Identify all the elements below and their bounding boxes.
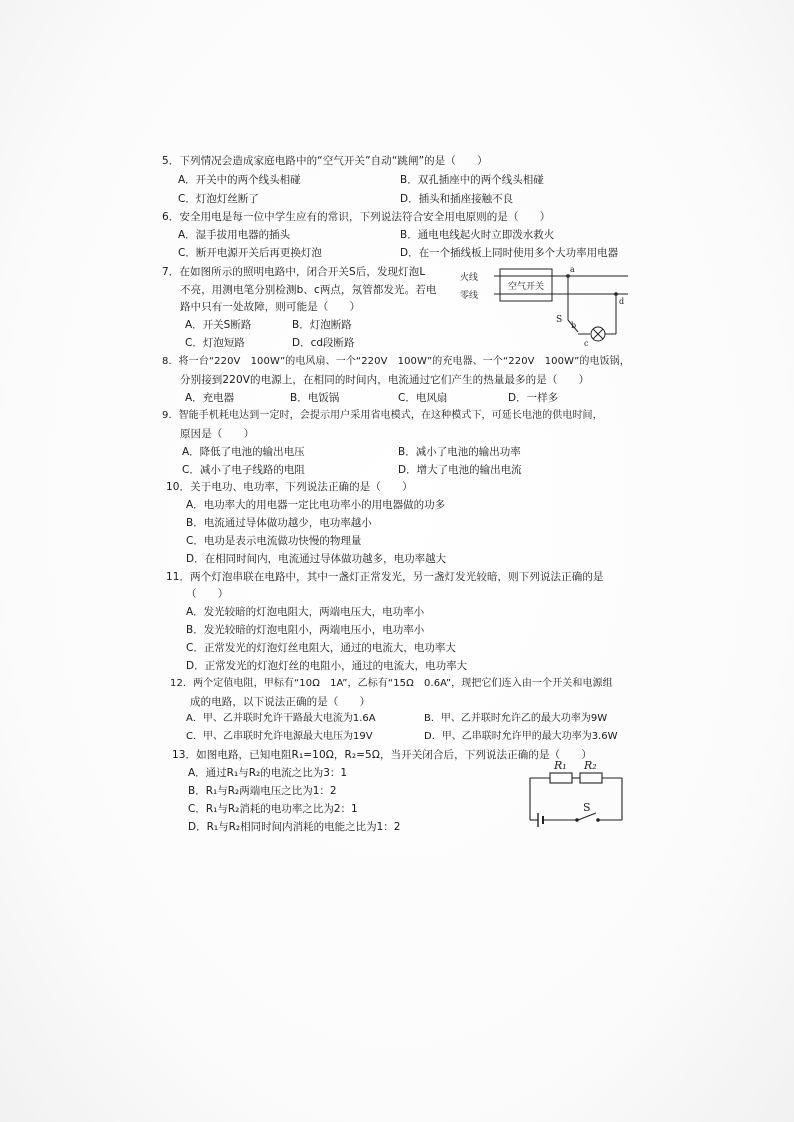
option-d: D．cd段断路 [292, 337, 355, 349]
option-d: D．R₁与R₂相同时间内消耗的电能之比为1：2 [188, 821, 401, 833]
switch-s-label: S [583, 801, 591, 814]
r1-label: R₁ [554, 759, 567, 772]
question-stem: 6．安全用电是每一位中学生应有的常识，下列说法符合安全用电原则的是（ ） [162, 211, 551, 223]
option-c: C．断开电源开关后再更换灯泡 [178, 247, 322, 259]
option-a: A．发光较暗的灯泡电阻大，两端电压大，电功率小 [186, 606, 425, 618]
option-a: A．充电器 [185, 392, 235, 404]
option-d: D．在一个插线板上同时使用多个大功率用电器 [400, 247, 619, 259]
option-a: A．甲、乙并联时允许干路最大电流为1.6A [186, 713, 376, 724]
question-stem-line-2: 原因是（ ） [180, 428, 255, 440]
neutral-wire-label: 零线 [460, 291, 479, 301]
option-a: A．电功率大的用电器一定比电功率小的用电器做的功多 [186, 499, 446, 511]
option-c: C．减小了电子线路的电阻 [182, 464, 305, 476]
option-d: D．在相同时间内，电流通过导体做功越多，电功率越大 [186, 553, 447, 565]
question-stem: 13．如图电路，已知电阻R₁=10Ω，R₂=5Ω，当开关闭合后，下列说法正确的是（ ） [172, 749, 592, 761]
lighting-circuit-figure [458, 262, 638, 362]
question-stem-line-2: 成的电路，以下说法正确的是（ ） [190, 696, 371, 708]
question-stem-line-1: 9．智能手机耗电达到一定时，会提示用户采用省电模式，在这种模式下，可延长电池的供电时间， [162, 410, 603, 421]
question-stem-line-2: 分别接到220V的电源上，在相同的时间内，电流通过它们产生的热量最多的是（ ） [180, 374, 590, 386]
live-wire-label: 火线 [460, 273, 479, 283]
option-c: C．电功是表示电流做功快慢的物理量 [186, 535, 362, 547]
point-a-label: a [570, 265, 575, 274]
air-switch-label: 空气开关 [508, 282, 545, 292]
option-a: A．开关S断路 [185, 319, 252, 331]
question-stem-line-1: 11．两个灯泡串联在电路中，其中一盏灯正常发光，另一盏灯发光较暗，则下列说法正确的是 [166, 571, 604, 583]
question-stem-line-1: 12．两个定值电阻，甲标有“10Ω 1A”，乙标有“15Ω 0.6A”，现把它们连入由一个开关和电源组 [170, 678, 613, 689]
option-a: A．降低了电池的输出电压 [182, 446, 305, 458]
option-c: C．R₁与R₂消耗的电功率之比为2：1 [188, 803, 358, 815]
option-a: A．通过R₁与R₂的电流之比为3：1 [188, 767, 348, 779]
option-b: B．电流通过导体做功越少，电功率越小 [186, 517, 372, 529]
option-c: C．灯泡灯丝断了 [178, 193, 259, 205]
point-c-label: c [584, 339, 589, 348]
option-c: C．灯泡短路 [185, 337, 245, 349]
option-d: D．甲、乙串联时允许甲的最大功率为3.6W [424, 731, 618, 742]
question-stem-line-3: 路中只有一处故障，则可能是（ ） [180, 301, 361, 313]
option-d: D．正常发光的灯泡灯丝的电阻小，通过的电流大，电功率大 [186, 660, 468, 672]
option-b: B．灯泡断路 [292, 319, 352, 331]
option-d: D．增大了电池的输出电流 [398, 464, 522, 476]
question-stem-line-1: 8．将一台“220V 100W”的电风扇、一个“220V 100W”的充电器、一个“220V 100W”的电饭锅， [162, 356, 630, 367]
point-b-label: b [571, 321, 577, 330]
option-d: D．插头和插座接触不良 [400, 193, 514, 205]
question-stem: 5．下列情况会造成家庭电路中的“空气开关”自动“跳闸”的是（ ） [162, 155, 488, 167]
question-stem: 10．关于电功、电功率，下列说法正确的是（ ） [166, 481, 413, 493]
option-b: B．通电电线起火时立即泼水救火 [400, 229, 555, 241]
option-a: A．湿手拔用电器的插头 [178, 229, 291, 241]
question-stem-line-2: 不亮，用测电笔分别检测b、c两点，氖管都发光。若电 [180, 284, 437, 296]
option-b: B．R₁与R₂两端电压之比为1：2 [188, 785, 337, 797]
option-b: B．双孔插座中的两个线头相碰 [400, 174, 544, 186]
option-b: B．甲、乙并联时允许乙的最大功率为9W [424, 713, 608, 724]
option-b: B．发光较暗的灯泡电阻小，两端电压小，电功率小 [186, 624, 425, 636]
option-b: B．电饭锅 [290, 392, 340, 404]
r2-label: R₂ [584, 759, 597, 772]
option-b: B．减小了电池的输出功率 [398, 446, 521, 458]
option-c: C．电风扇 [398, 392, 448, 404]
switch-s-label: S [556, 315, 563, 325]
option-a: A．开关中的两个线头相碰 [178, 174, 301, 186]
point-d-label: d [619, 297, 625, 306]
option-c: C．甲、乙串联时允许电源最大电压为19V [186, 731, 373, 742]
option-d: D．一样多 [508, 392, 559, 404]
question-stem-line-2: （ ） [186, 588, 229, 600]
option-c: C．正常发光的灯泡灯丝电阻大，通过的电流大，电功率大 [186, 642, 456, 654]
series-resistor-circuit-figure [520, 756, 632, 828]
question-stem-line-1: 7．在如图所示的照明电路中，闭合开关S后，发现灯泡L [162, 266, 426, 278]
